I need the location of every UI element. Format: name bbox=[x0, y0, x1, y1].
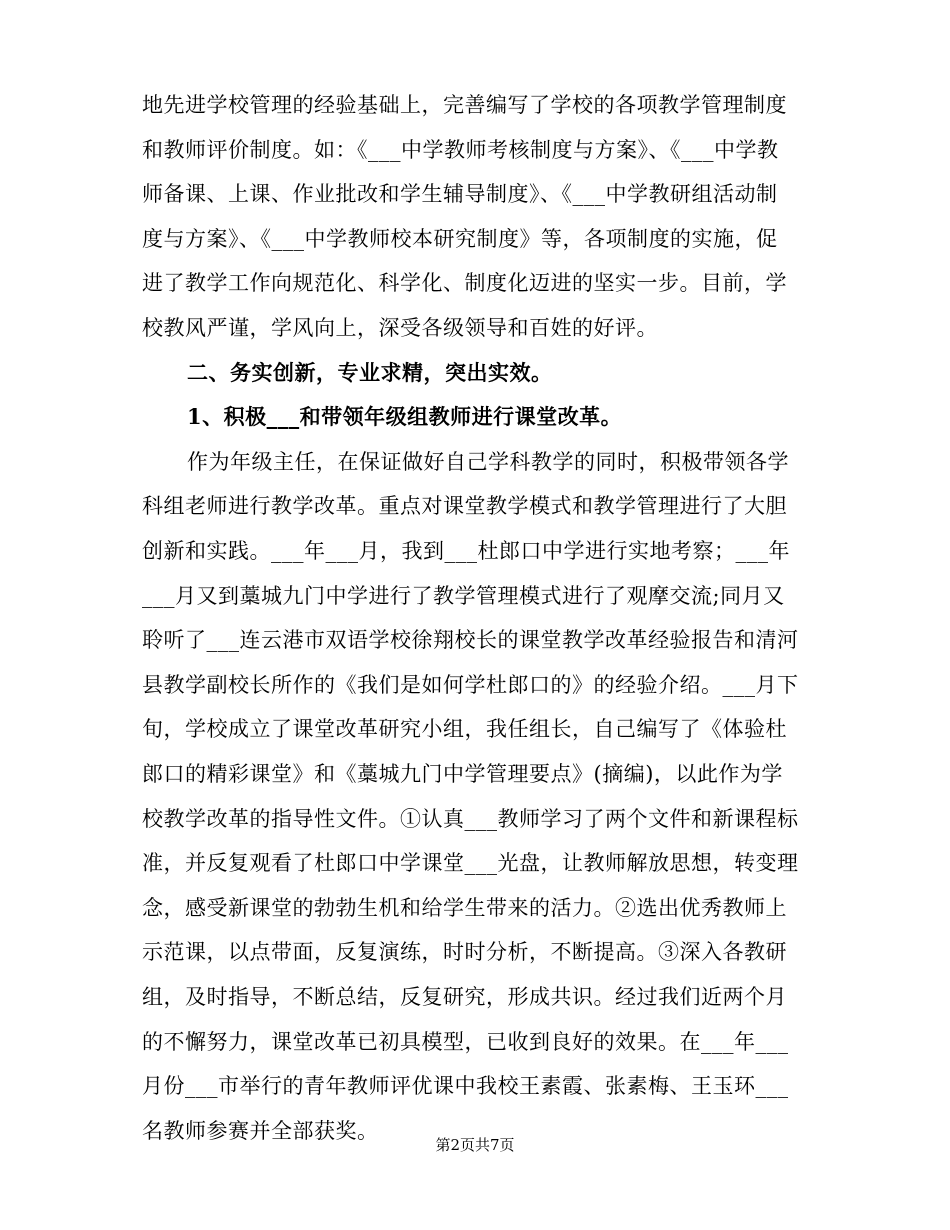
paragraph-line: 聆听了___连云港市双语学校徐翔校长的课堂教学改革经验报告和清河 bbox=[142, 628, 799, 653]
page-number: 第2页共7页 bbox=[435, 1136, 515, 1154]
paragraph-line: 县教学副校长所作的《我们是如何学杜郎口的》的经验介绍。___月下 bbox=[142, 672, 799, 697]
paragraph-line: 示范课，以点带面，反复演练，时时分析，不断提高。③深入各教研 bbox=[142, 940, 787, 965]
paragraph-line: 月份___市举行的青年教师评优课中我校王素霞、张素梅、王玉环___ bbox=[142, 1074, 789, 1099]
paragraph-line: 校教风严谨，学风向上，深受各级领导和百姓的好评。 bbox=[142, 316, 658, 340]
paragraph-line: 度与方案》、《___中学教师校本研究制度》等，各项制度的实施，促 bbox=[142, 226, 778, 251]
section-heading: 1、积极___和带领年级组教师进行课堂改革。 bbox=[187, 404, 623, 430]
paragraph-line: 名教师参赛并全部获奖。 bbox=[142, 1118, 379, 1143]
paragraph-line: 校教学改革的指导性文件。①认真___教师学习了两个文件和新课程标 bbox=[142, 806, 799, 831]
paragraph-line: 进了教学工作向规范化、科学化、制度化迈进的坚实一步。目前，学 bbox=[142, 271, 787, 296]
paragraph-line: 师备课、上课、作业批改和学生辅导制度》、《___中学教研组活动制 bbox=[142, 182, 778, 207]
paragraph-line: 郎口的精彩课堂》和《藁城九门中学管理要点》(摘编)，以此作为学 bbox=[142, 762, 783, 786]
paragraph-line: 旬，学校成立了课堂改革研究小组，我任组长，自己编写了《体验杜 bbox=[142, 717, 787, 742]
paragraph-line: 科组老师进行教学改革。重点对课堂教学模式和教学管理进行了大胆 bbox=[142, 494, 787, 519]
paragraph-line: 组，及时指导，不断总结，反复研究，形成共识。经过我们近两个月 bbox=[142, 985, 787, 1009]
paragraph-line: ___月又到藁城九门中学进行了教学管理模式进行了观摩交流;同月又 bbox=[142, 583, 785, 608]
section-heading: 二、务实创新，专业求精，突出实效。 bbox=[187, 359, 553, 385]
paragraph-line: 的不懈努力，课堂改革已初具模型，已收到良好的效果。在___年___ bbox=[142, 1029, 789, 1054]
paragraph-line: 作为年级主任，在保证做好自己学科教学的同时，积极带领各学 bbox=[187, 449, 789, 474]
paragraph-line: 创新和实践。___年___月，我到___杜郎口中学进行实地考察；___年 bbox=[142, 539, 790, 563]
paragraph-line: 准，并反复观看了杜郎口中学课堂___光盘，让教师解放思想，转变理 bbox=[142, 851, 799, 876]
paragraph-line: 念，感受新课堂的勃勃生机和给学生带来的活力。②选出优秀教师上 bbox=[142, 895, 787, 920]
paragraph-line: 地先进学校管理的经验基础上，完善编写了学校的各项教学管理制度 bbox=[142, 93, 787, 117]
paragraph-line: 和教师评价制度。如：《___中学教师考核制度与方案》、《___中学教 bbox=[142, 137, 779, 162]
